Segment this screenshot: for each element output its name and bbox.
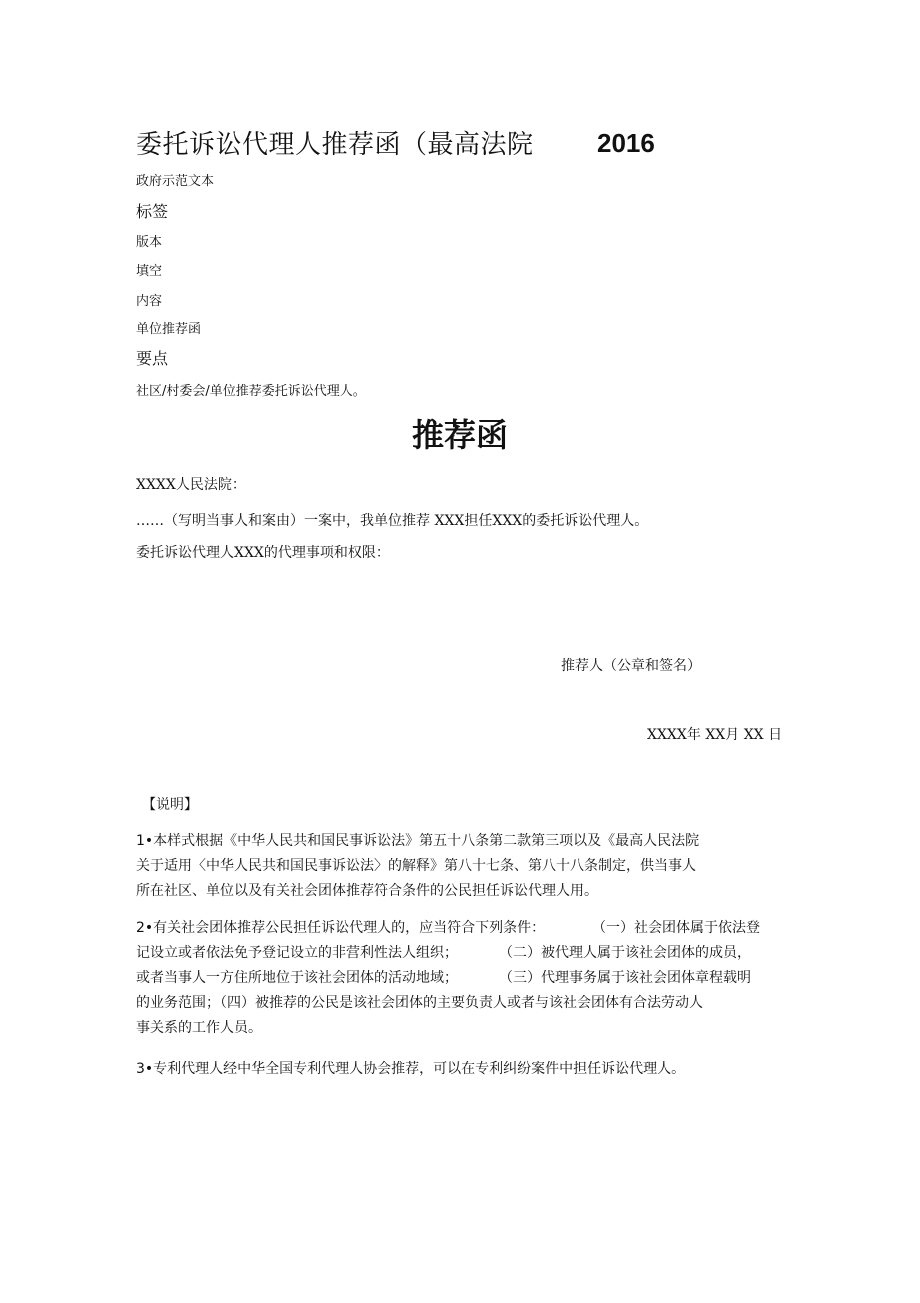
note-line: 的业务范围；（四）被推荐的公民是该社会团体的主要负责人或者与该社会团体有合法劳动人 xyxy=(136,995,703,1011)
tags-heading: 标签 xyxy=(136,202,169,221)
note-line: 所在社区、单位以及有关社会团体推荐符合条件的公民担任诉讼代理人用。 xyxy=(136,883,598,899)
note-line: 3•专利代理人经中华全国专利代理人协会推荐，可以在专利纠纷案件中担任诉讼代理人。 xyxy=(136,1061,686,1077)
letter-paragraph: ……（写明当事人和案由）一案中，我单位推荐 XXX担任XXX的委托诉讼代理人。 xyxy=(136,513,649,529)
document-title: 委托诉讼代理人推荐函（最高法院 xyxy=(136,130,534,160)
tag-item: 版本 xyxy=(136,235,163,250)
document-subtitle: 政府示范文本 xyxy=(136,174,215,189)
letter-salutation: XXXX人民法院： xyxy=(136,477,246,493)
note-line: （一）社会团体属于依法登 xyxy=(592,920,760,936)
key-points-heading: 要点 xyxy=(136,349,169,368)
letter-date: XXXX年 XX月 XX 日 xyxy=(647,727,783,743)
note-line: 1•本样式根据《中华人民共和国民事诉讼法》第五十八条第二款第三项以及《最高人民法院 xyxy=(136,833,700,849)
note-line: （二）被代理人属于该社会团体的成员， xyxy=(499,945,751,961)
tag-item: 填空 xyxy=(136,264,163,279)
note-line: 事关系的工作人员。 xyxy=(136,1020,262,1036)
letter-signature: 推荐人（公章和签名） xyxy=(561,658,701,674)
note-line: 2•有关社会团体推荐公民担任诉讼代理人的，应当符合下列条件： xyxy=(136,920,546,936)
notes-heading: 【说明】 xyxy=(142,797,198,813)
tag-item: 单位推荐函 xyxy=(136,322,202,337)
note-line: 关于适用〈中华人民共和国民事诉讼法〉的解释》第八十七条、第八十八条制定，供当事人 xyxy=(136,858,696,874)
tag-item: 内容 xyxy=(136,294,163,309)
letter-paragraph: 委托诉讼代理人XXX的代理事项和权限： xyxy=(136,545,390,561)
key-points-text: 社区/村委会/单位推荐委托诉讼代理人。 xyxy=(136,384,366,399)
note-line: （三）代理事务属于该社会团体章程载明 xyxy=(499,970,751,986)
note-line: 记设立或者依法免予登记设立的非营利性法人组织； xyxy=(136,945,458,961)
document-year: 2016 xyxy=(597,128,655,158)
letter-title: 推荐函 xyxy=(411,416,508,454)
note-line: 或者当事人一方住所地位于该社会团体的活动地域； xyxy=(136,970,458,986)
